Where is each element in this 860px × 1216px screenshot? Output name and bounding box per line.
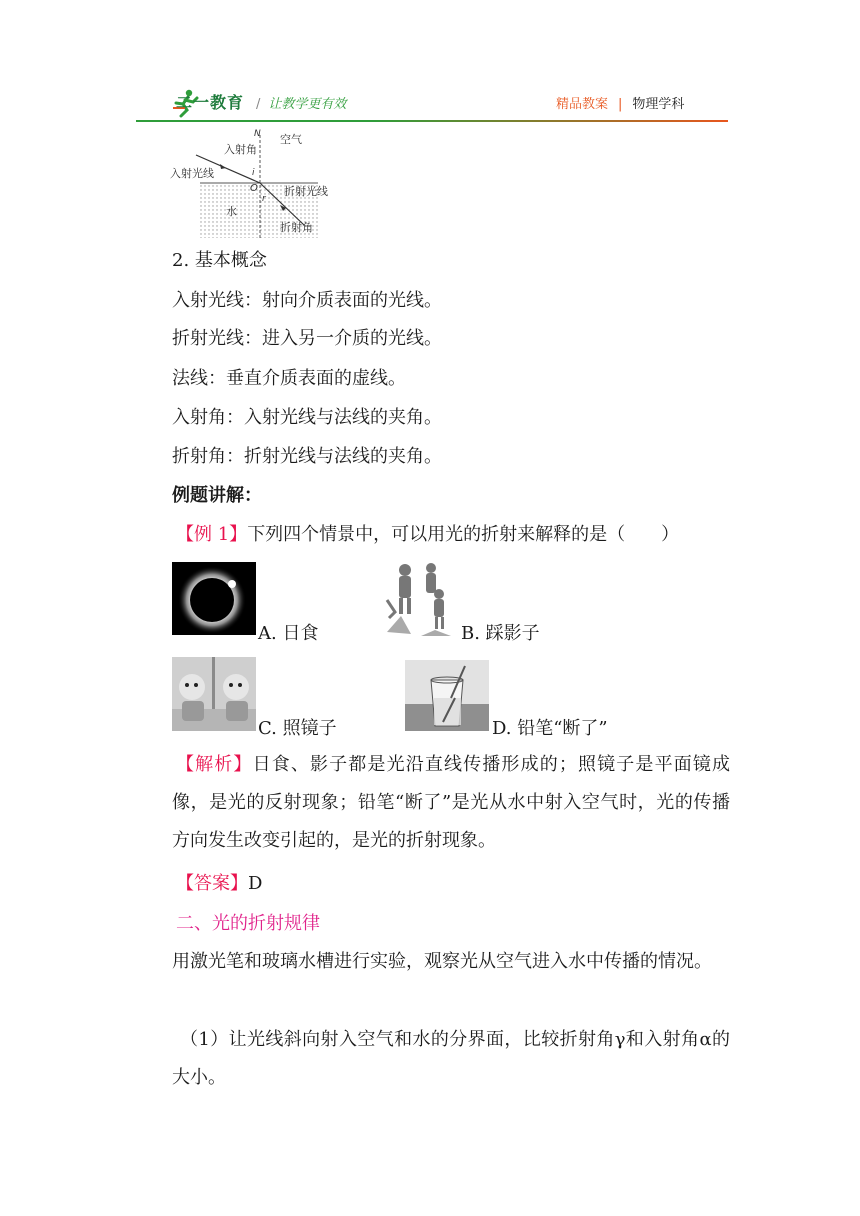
law-paragraph-2-text: （1）让光线斜向射入空气和水的分界面，比较折射角γ和入射角α的大小。 <box>172 1029 730 1088</box>
concept-item: 折射角：折射光线与法线的夹角。 <box>172 446 442 467</box>
option-a: A. 日食 <box>258 623 319 644</box>
analysis-text: 日食、影子都是光沿直线传播形成的；照镜子是平面镜成像，是光的反射现象；铅笔“断了”是光从水中射入空气时，光的传播方向发生改变引起的，是光的折射现象。 <box>172 754 731 851</box>
law-heading: 二、光的折射规律 <box>176 913 320 934</box>
logo-text: 二一教育 <box>176 93 245 112</box>
header-right: 精品教案 | 物理学科 <box>556 97 685 112</box>
header-subject: 物理学科 <box>632 97 685 112</box>
concept-item: 法线：垂直介质表面的虚线。 <box>172 368 406 389</box>
concept-item: 入射角：入射光线与法线的夹角。 <box>172 407 442 428</box>
pencil-in-glass-image <box>405 660 489 731</box>
concept-item: 折射光线：进入另一介质的光线。 <box>172 328 442 349</box>
r-label: r <box>262 194 266 204</box>
incident-angle-label: 入射角 <box>224 143 257 156</box>
water-label: 水 <box>226 205 237 218</box>
law-paragraph-1 <box>172 943 730 981</box>
question-text: 下列四个情景中，可以用光的折射来解释的是（ ） <box>247 524 680 545</box>
concept-item: 入射光线：射向介质表面的光线。 <box>172 290 442 311</box>
incident-ray-label: 入射光线 <box>170 167 214 180</box>
header-category: 精品教案 <box>556 97 609 112</box>
option-d: D. 铅笔“断了” <box>492 718 608 739</box>
concepts-heading: 2. 基本概念 <box>172 250 267 271</box>
example-tag: 【例 1】 <box>176 524 248 545</box>
page-header <box>0 0 860 125</box>
i-label: i <box>252 168 255 178</box>
example-question <box>176 522 679 548</box>
normal-label: N <box>254 129 261 139</box>
law-paragraph-1-text: 用激光笔和玻璃水槽进行实验，观察光从空气进入水中传播的情况。 <box>172 951 712 972</box>
option-b: B. 踩影子 <box>461 623 540 644</box>
analysis-tag: 【解析】 <box>176 754 253 775</box>
analysis-paragraph <box>172 746 730 860</box>
shadow-stepping-image <box>381 560 459 636</box>
answer-tag: 【答案】 <box>176 873 248 894</box>
mirror-image <box>172 657 256 731</box>
header-divider <box>136 120 728 122</box>
example-heading: 例题讲解： <box>172 485 262 506</box>
header-slogan: / 让教学更有效 <box>256 97 347 112</box>
option-c: C. 照镜子 <box>258 718 337 739</box>
refraction-angle-label: 折射角 <box>280 221 313 234</box>
answer-text: D <box>248 873 263 894</box>
refracted-ray-label: 折射光线 <box>284 185 328 198</box>
o-label: O <box>250 183 258 194</box>
answer-line <box>176 871 262 897</box>
refraction-diagram <box>168 125 328 240</box>
air-label: 空气 <box>280 133 302 146</box>
solar-eclipse-image <box>172 562 256 635</box>
law-paragraph-2 <box>172 1021 730 1097</box>
